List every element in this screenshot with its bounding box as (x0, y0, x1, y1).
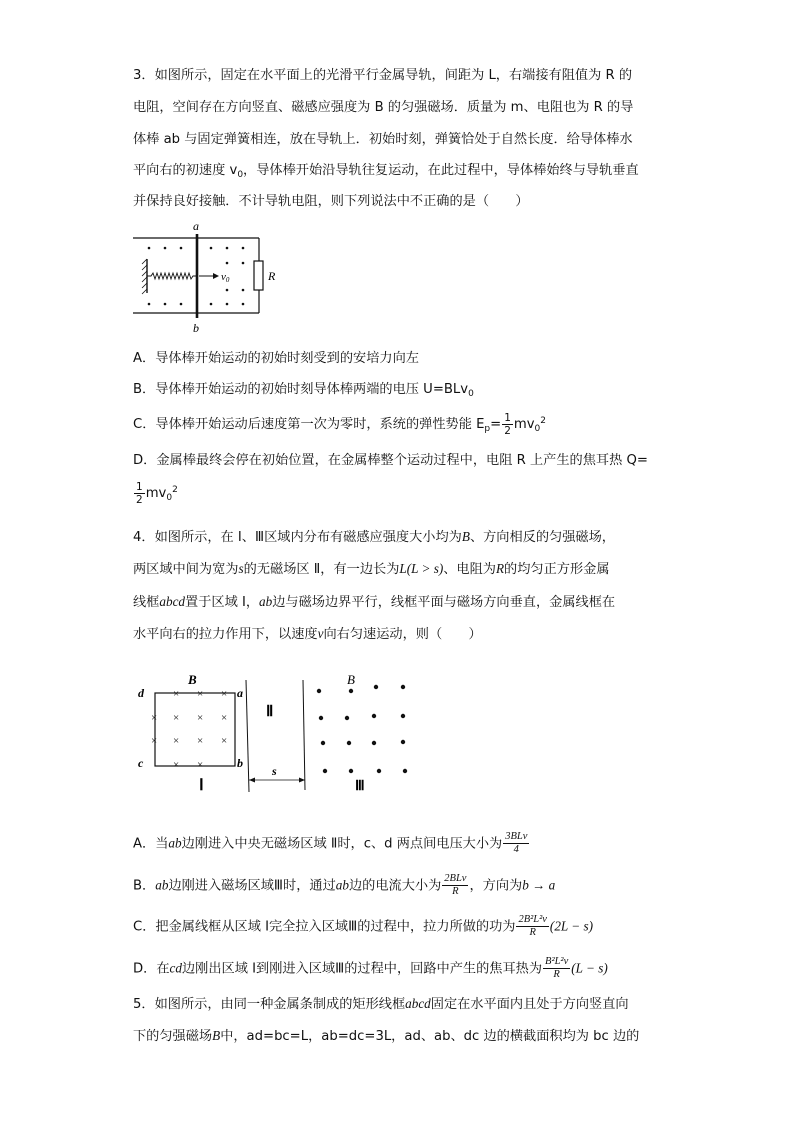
q3-option-c-den: 2 (504, 424, 511, 437)
q4-option-d-mid: 边刚出区域 Ⅰ到刚进入区域Ⅲ的过程中，回路中产生的焦耳热为 (181, 961, 543, 977)
q4-option-b-ab2: ab (335, 877, 349, 893)
q4-option-b-dir: b → a (522, 877, 556, 893)
svg-text:×: × (197, 759, 204, 771)
svg-text:×: × (151, 735, 158, 747)
q4-figure (133, 664, 433, 796)
q3-option-c-text: C．导体棒开始运动后速度第一次为零时，系统的弹性势能 E (133, 417, 485, 432)
q3-option-d-fraction (134, 481, 145, 506)
q4-label-b: b (237, 756, 243, 770)
q4-line-3-post: 边与磁场边界平行，线框平面与磁场方向垂直，金属线框在 (272, 595, 616, 610)
svg-text:×: × (151, 712, 158, 724)
q5-line-1-text: 5．如图所示，由同一种金属条制成的矩形线框 (133, 997, 406, 1012)
q4-option-b-den: R (452, 886, 459, 897)
q4-line-2-text: 两区域中间为宽为 (133, 562, 239, 577)
q4-line-3-mid: 置于区域 Ⅰ， (185, 595, 260, 610)
q4-option-d-den: R (553, 969, 560, 980)
q4-option-d-post: (L − s) (571, 960, 608, 976)
q4-line-2-mid: 的无磁场区 Ⅱ，有一边长为 (243, 562, 400, 577)
q4-option-a (133, 831, 530, 856)
q4-field-crosses (151, 688, 227, 771)
q4-option-b-text: B． (133, 878, 156, 894)
q4-option-b-ab: ab (155, 877, 169, 893)
q4-line-1 (133, 527, 615, 548)
q4-line-2 (133, 559, 610, 580)
q3-label-a: a (193, 219, 199, 233)
q5-line-2-post: 中，ad=bc=L，ab=dc=3L，ad、ab、dc 边的横截面积均为 bc 边的 (220, 1029, 640, 1044)
q3-option-d-mv-sup: 2 (172, 485, 178, 495)
svg-text:×: × (197, 688, 204, 700)
q4-line-4-text: 水平向右的拉力作用下，以速度 (133, 627, 318, 642)
q4-label-B2: B (347, 672, 355, 687)
q3-option-d: D．金属棒最终会停在初始位置，在金属棒整个运动过程中，电阻 R 上产生的焦耳热 Q= (133, 453, 648, 468)
q3-line-3: 体棒 ab 与固定弹簧相连，放在导轨上．初始时刻，弹簧恰处于自然长度．给导体棒水 (133, 132, 633, 147)
q4-dim-arrow-left (249, 778, 255, 783)
q3-option-b-sub: 0 (468, 389, 474, 399)
q4-option-c-post: (2L − s) (549, 918, 594, 934)
q4-line-2-mid2: 、电阻为 (443, 562, 496, 577)
q3-option-b (133, 380, 474, 404)
q4-option-a-num: 3BLv (505, 831, 528, 842)
q3-option-c-eq: = (490, 417, 502, 432)
q4-line-2-post: 的均匀正方形金属 (504, 562, 610, 577)
q4-dim-arrow-right (299, 778, 305, 783)
q3-option-d-num: 1 (136, 480, 143, 493)
q3-resistor (254, 261, 263, 290)
q3-option-c-mv-sup: 2 (540, 416, 547, 426)
q3-option-d-den: 2 (136, 493, 143, 506)
svg-text:×: × (197, 735, 204, 747)
q4-option-c-fraction (516, 914, 548, 939)
q4-option-b-mid: 边刚进入磁场区域Ⅲ时，通过 (168, 878, 336, 894)
svg-text:×: × (173, 712, 180, 724)
q4-line-4 (133, 624, 482, 645)
q4-line-1-B: B (461, 529, 470, 544)
q4-option-a-fraction (503, 831, 529, 856)
q3-line-4a: 平向右的初速度 v (133, 163, 238, 178)
q3-option-c-mv: mv (513, 417, 535, 432)
q4-option-a-mid: 边刚进入中央无磁场区域 Ⅱ时，c、d 两点间电压大小为 (181, 836, 503, 852)
q4-line-1-post: 、方向相反的匀强磁场， (469, 530, 615, 545)
q3-line-4 (133, 161, 639, 185)
q3-line-4-sub: 0 (237, 170, 244, 180)
q4-line-3-abcd: abcd (159, 594, 186, 609)
q3-line-5: 并保持良好接触．不计导轨电阻，则下列说法中不正确的是（ ） (133, 194, 529, 209)
q4-line-4-post: 向右匀速运动，则（ ） (323, 627, 482, 642)
q3-option-d-mv: mv (145, 486, 167, 501)
q4-option-d-fraction (543, 956, 570, 981)
svg-text:×: × (221, 735, 228, 747)
q5-line-1-abcd: abcd (405, 996, 431, 1011)
q4-option-c (133, 914, 593, 939)
q4-option-d-text: D．在 (133, 961, 170, 977)
q4-line-1-text: 4．如图所示，在 Ⅰ、Ⅲ区域内分布有磁感应强度大小均为 (133, 530, 462, 545)
q4-option-c-num: 2B²L²v (518, 914, 547, 925)
q4-label-d: d (138, 686, 144, 700)
q3-spring (147, 273, 197, 279)
q4-option-a-ab: ab (168, 835, 182, 851)
q3-option-d-mv-sub: 0 (166, 493, 173, 503)
q3-line-2: 电阻，空间存在方向竖直、磁感应强度为 B 的匀强磁场．质量为 m、电阻也为 R 的导 (133, 100, 634, 115)
q4-option-d-num: B²L²v (545, 956, 569, 967)
q4-boundary-right (303, 680, 305, 790)
q3-figure (133, 218, 293, 336)
q3-option-c-sub: p (484, 424, 491, 434)
q3-velocity-arrowhead (213, 273, 219, 279)
q4-option-a-den: 4 (513, 844, 519, 855)
q5-line-1-post: 固定在水平面内且处于方向竖直向 (430, 997, 629, 1012)
q3-option-c (133, 411, 546, 439)
q4-line-3 (133, 592, 615, 613)
q4-boundary-left (246, 680, 249, 792)
q3-line-4b: ，导体棒开始沿导轨往复运动，在此过程中，导体棒始终与导轨垂直 (243, 163, 639, 178)
q3-option-d-cont (133, 480, 178, 508)
q4-line-3-text: 线框 (133, 595, 160, 610)
svg-text:×: × (173, 735, 180, 747)
q4-label-region-II: Ⅱ (266, 704, 274, 720)
q4-option-d-cd: cd (169, 960, 182, 976)
q4-option-b-post: ，方向为 (469, 878, 523, 894)
q5-line-2 (133, 1026, 639, 1047)
q4-label-B1: B (188, 672, 197, 687)
q4-option-b-num: 2BLv (444, 873, 467, 884)
q4-option-b (133, 873, 555, 898)
q3-label-R: R (268, 269, 276, 283)
q3-option-c-num: 1 (504, 411, 511, 424)
svg-text:×: × (197, 712, 204, 724)
q4-option-c-den: R (529, 927, 536, 938)
q4-label-region-III: Ⅲ (355, 779, 365, 794)
q4-line-3-ab: ab (259, 594, 273, 609)
q4-label-a: a (237, 686, 243, 700)
svg-text:×: × (173, 759, 180, 771)
svg-text:×: × (221, 688, 228, 700)
q4-line-2-s: s (238, 561, 244, 576)
q4-field-dots (317, 685, 407, 773)
q5-line-2-B: B (212, 1028, 221, 1043)
q4-option-a-text: A．当 (133, 836, 169, 852)
q4-label-c: c (138, 756, 144, 770)
q3-line-1: 3．如图所示，固定在水平面上的光滑平行金属导轨，间距为 L，右端接有阻值为 R 的 (133, 68, 633, 83)
q3-option-c-fraction (502, 412, 513, 437)
q5-line-1 (133, 994, 629, 1015)
q4-line-2-L: L(L > s) (399, 561, 444, 576)
q3-label-b: b (193, 321, 199, 335)
svg-text:×: × (173, 688, 180, 700)
q4-line-2-R: R (495, 561, 505, 576)
q3-option-a: A．导体棒开始运动的初始时刻受到的安培力向左 (133, 351, 419, 366)
q4-option-b-fraction (442, 873, 468, 898)
q4-option-c-text: C．把金属线框从区域 Ⅰ完全拉入区域Ⅲ的过程中，拉力所做的功为 (133, 919, 516, 935)
q4-line-4-v: v (317, 626, 324, 641)
q3-option-c-mv-sub: 0 (534, 424, 541, 434)
q3-option-b-text: B．导体棒开始运动的初始时刻导体棒两端的电压 U=BLv (133, 382, 469, 397)
svg-text:×: × (221, 712, 228, 724)
q4-label-region-I: Ⅰ (199, 777, 204, 794)
q4-square-loop (155, 693, 235, 766)
q4-label-s: s (272, 764, 277, 778)
q5-line-2-text: 下的匀强磁场 (133, 1029, 213, 1044)
q4-option-b-mid2: 边的电流大小为 (348, 878, 442, 894)
q3-label-v: v0 (221, 271, 230, 284)
q4-option-d (133, 956, 608, 981)
q3-wall-hatch (142, 259, 147, 294)
